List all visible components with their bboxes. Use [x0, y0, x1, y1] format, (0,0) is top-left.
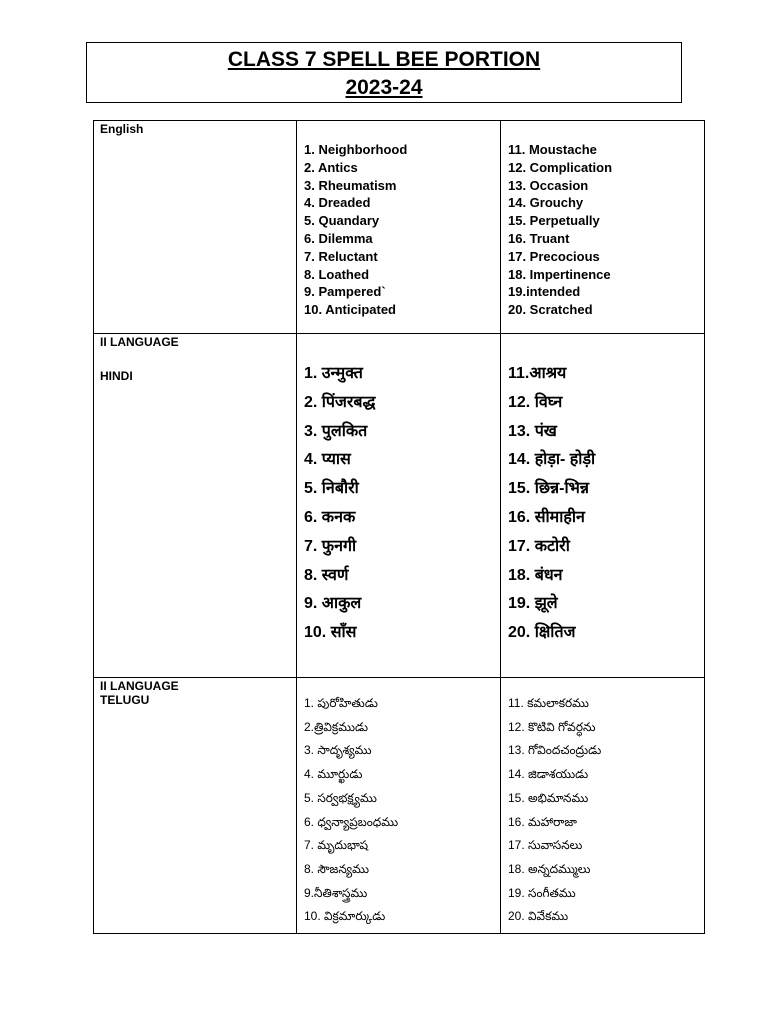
- word-item: 1. Neighborhood: [304, 142, 408, 157]
- word-item: 10. साँस: [304, 624, 357, 642]
- word-item: 4. Dreaded: [304, 195, 371, 211]
- hindi-word-list: [297, 334, 500, 648]
- word-item: 17. कटोरी: [508, 537, 570, 555]
- word-item: 11. Moustache: [508, 142, 597, 157]
- word-item: 20. వివేకము: [508, 909, 569, 924]
- word-item: 16. सीमाहीन: [508, 508, 585, 526]
- word-item: 15. అభిమానము: [508, 790, 589, 805]
- title-box: [86, 42, 682, 103]
- word-item: 8. సౌజన్యము: [304, 861, 369, 876]
- hindi-words-11-20: [501, 334, 705, 678]
- english-words-1-10: [297, 121, 501, 334]
- word-item: 11. కమలాకరము: [508, 696, 589, 710]
- word-item: 13. గోవిందచంద్రుడు: [508, 743, 602, 758]
- english-words-11-20: [501, 121, 705, 334]
- word-item: 2. पिंजरबद्ध: [304, 393, 376, 411]
- document-title: CLASS 7 SPELL BEE PORTION: [227, 48, 541, 71]
- word-item: 15. Perpetually: [508, 213, 600, 229]
- word-item: 1. పురోహితుడు: [304, 696, 378, 710]
- word-item: 7. Reluctant: [304, 248, 378, 264]
- word-item: 6. ధ్వన్యాప్రబంధము: [304, 814, 399, 829]
- word-item: 18. అన్నదమ్ములు: [508, 861, 591, 876]
- word-item: 15. छिन्न-भिन्न: [508, 480, 590, 498]
- word-item: 5. Quandary: [304, 213, 380, 229]
- document-year: 2023-24: [345, 76, 423, 99]
- telugu-word-list: [297, 678, 500, 929]
- word-item: 9. Pampered`: [304, 284, 386, 300]
- word-item: 3. Rheumatism: [304, 177, 397, 193]
- word-item: 17. సువాసనలు: [508, 838, 583, 853]
- telugu-label-cell: [94, 678, 297, 934]
- word-item: 5. निबौरी: [304, 480, 359, 498]
- word-item: 2.త్రివిక్రముడు: [304, 719, 369, 734]
- word-item: 9. आकुल: [304, 595, 362, 613]
- english-label-cell: [94, 121, 297, 334]
- telugu-word-list: [501, 678, 704, 929]
- word-item: 11.आश्रय: [508, 365, 567, 382]
- hindi-word-list: [501, 334, 704, 648]
- word-item: 14. జిడాశయుడు: [508, 767, 589, 782]
- word-item: 17. Precocious: [508, 248, 600, 264]
- hindi-row: [94, 334, 705, 678]
- word-item: 13. पंख: [508, 422, 557, 440]
- word-item: 3. पुलकित: [304, 422, 368, 440]
- word-item: 14. होड़ा- होड़ी: [508, 451, 596, 469]
- word-item: 20. क्षितिज: [508, 624, 576, 642]
- hindi-words-1-10: [297, 334, 501, 678]
- word-item: 16. మహారాజా: [508, 814, 577, 829]
- hindi-label: II LANGUAGE HINDI: [100, 335, 179, 383]
- word-item: 19. झूले: [508, 595, 558, 613]
- word-item: 12. కొటివి గోవర్ధను: [508, 719, 596, 734]
- word-item: 7. మృదుభాష: [304, 838, 369, 853]
- word-item: 4. प्यास: [304, 451, 351, 469]
- word-item: 6. कनक: [304, 508, 356, 526]
- telugu-row: [94, 678, 705, 934]
- word-item: 13. Occasion: [508, 177, 589, 193]
- word-item: 6. Dilemma: [304, 230, 373, 246]
- telugu-words-11-20: [501, 678, 705, 934]
- spell-bee-table: [93, 120, 705, 934]
- word-item: 1. उन्मुक्त: [304, 365, 363, 382]
- word-item: 20. Scratched: [508, 302, 593, 318]
- word-item: 16. Truant: [508, 230, 570, 246]
- word-item: 18. बंधन: [508, 566, 563, 584]
- telugu-label: II LANGUAGE TELUGU: [100, 679, 179, 707]
- word-item: 12. Complication: [508, 159, 613, 175]
- word-item: 19.intended: [508, 284, 581, 300]
- word-item: 4. మూర్ఖుడు: [304, 767, 363, 782]
- english-label: English: [100, 122, 144, 136]
- word-item: 8. Loathed: [304, 266, 370, 282]
- word-item: 10. Anticipated: [304, 302, 396, 318]
- telugu-words-1-10: [297, 678, 501, 934]
- hindi-label-cell: [94, 334, 297, 678]
- word-item: 18. Impertinence: [508, 266, 611, 282]
- word-item: 9.నీతిశాస్త్రము: [304, 885, 368, 900]
- english-row: [94, 121, 705, 334]
- word-item: 12. विघ्न: [508, 393, 563, 411]
- word-item: 2. Antics: [304, 159, 358, 175]
- word-item: 14. Grouchy: [508, 195, 584, 211]
- word-item: 7. फुनगी: [304, 537, 357, 555]
- word-item: 5. సర్వభక్ష్యము: [304, 790, 377, 805]
- english-word-list: [501, 121, 704, 319]
- word-item: 19. సంగీతము: [508, 885, 576, 900]
- word-item: 3. సాదృశ్యము: [304, 743, 372, 758]
- english-word-list: [297, 121, 500, 319]
- word-item: 10. విక్రమార్కుడు: [304, 909, 386, 924]
- word-item: 8. स्वर्ण: [304, 566, 349, 584]
